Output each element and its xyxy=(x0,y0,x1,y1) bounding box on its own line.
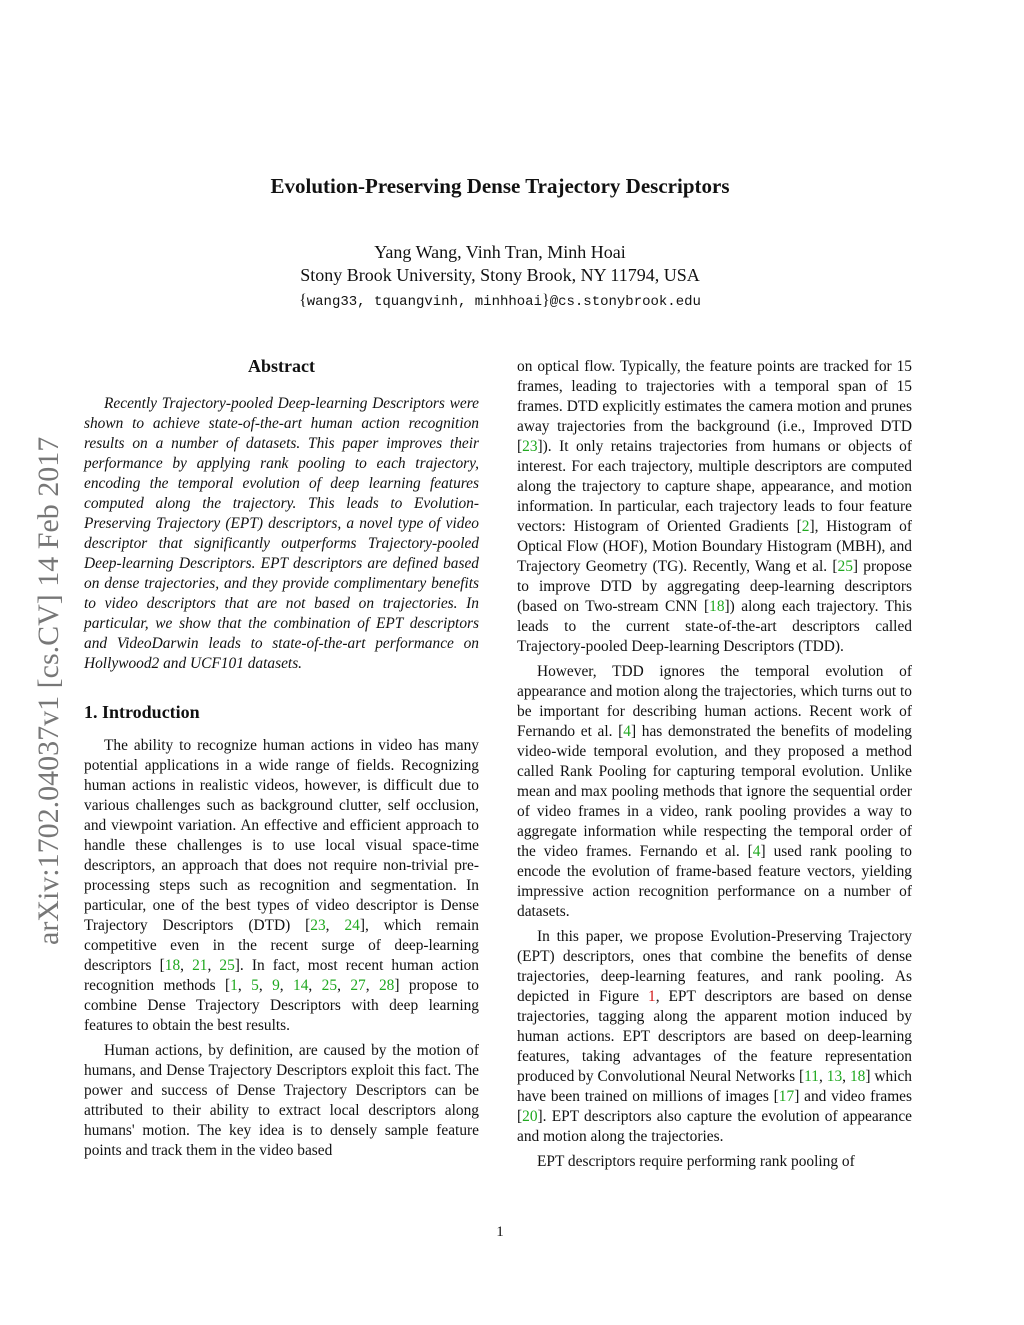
intro-paragraph-2: Human actions, by definition, are caused by the motion of humans, and Dense Trajectory Descriptors exploit this fact. The power and success of Dense Trajectory Descriptors can be attributed to their ability to extract local descriptors along humans' motion. The key idea is to densely sample feature points and track them in the video based xyxy=(84,1042,479,1159)
citation-link[interactable]: 23 xyxy=(310,917,326,934)
author-names: Yang Wang, Vinh Tran, Minh Hoai xyxy=(374,242,626,262)
page-number: 1 xyxy=(496,1224,504,1240)
email-usernames: wang33, tquangvinh, minhhoai xyxy=(306,294,542,310)
abstract-heading: Abstract xyxy=(248,356,315,376)
citation-link[interactable]: 1 xyxy=(230,977,238,994)
citation-link[interactable]: 9 xyxy=(272,977,280,994)
citation-link[interactable]: 17 xyxy=(778,1088,795,1105)
citation-link[interactable]: 2 xyxy=(801,518,810,535)
citation-link[interactable]: 18 xyxy=(709,598,725,615)
section-heading-introduction: 1. Introduction xyxy=(84,702,200,722)
intro-paragraph-1: The ability to recognize human actions in video has many potential applications in a wide range of fields. Recognizing human actions in realistic videos, however, is difficult due to various challenges such as background clutter, self occlusion, and viewpoint variation. An effective and efficient approach to handle these challenges is to use local visual space-time descriptors, an approach that does not require non-trivial pre-processing steps such as recognition and segmentation. In particular, one of the best types of video descriptor is Dense Trajectory Descriptors (DTD) [23, 24], which remain competitive even in the recent surge of deep-learning descriptors [18, 21, 25]. In fact, most recent human action recognition methods [1, 5, 9, 14, 25, 27, 28] propose to combine Dense Trajectory Descriptors with deep learning features to obtain the best results. xyxy=(84,737,480,1034)
citation-link[interactable]: 24 xyxy=(344,917,360,934)
intro-paragraph-6: EPT descriptors require performing rank pooling of xyxy=(537,1153,855,1170)
author-affiliation: Stony Brook University, Stony Brook, NY 11794, USA xyxy=(300,265,700,285)
citation-link[interactable]: 14 xyxy=(293,977,309,994)
citation-link[interactable]: 13 xyxy=(826,1068,843,1085)
citation-link[interactable]: 25 xyxy=(321,977,338,994)
right-column xyxy=(517,357,912,1172)
citation-link[interactable]: 18 xyxy=(164,957,181,974)
citation-link[interactable]: 5 xyxy=(251,977,259,994)
author-emails[interactable] xyxy=(0,292,1000,310)
citation-link[interactable]: 25 xyxy=(219,957,235,974)
left-column xyxy=(84,356,479,1161)
citation-link[interactable]: 21 xyxy=(192,957,208,974)
email-brace-close: } xyxy=(542,292,550,309)
citation-link[interactable]: 18 xyxy=(849,1068,866,1085)
email-brace-open: { xyxy=(299,292,307,309)
intro-paragraph-4: However, TDD ignores the temporal evolution of appearance and motion along the trajectories, which turns out to be important for describing human actions. Recent work of Fernando et al. [4] has demonstrated the benefits of modeling video-wide temporal evolution, and they proposed a method called Rank Pooling for capturing temporal evolution. Unlike mean and max pooling methods that ignore the sequential order of video frames in a video, rank pooling provides a way to aggregate information while respecting the temporal order of the video frames. Fernando et al. [4] used rank pooling to encode the evolution of frame-based feature vectors, yielding impressive action recognition performance on a number of datasets. xyxy=(517,663,912,920)
paper-title: Evolution-Preserving Dense Trajectory Descriptors xyxy=(270,174,730,198)
figure-reference-link[interactable]: 1 xyxy=(648,988,656,1005)
email-domain: @cs.stonybrook.edu xyxy=(549,294,701,310)
author-block xyxy=(0,241,1000,287)
citation-link[interactable]: 20 xyxy=(522,1108,538,1125)
citation-link[interactable]: 4 xyxy=(623,723,631,740)
citation-link[interactable]: 25 xyxy=(837,558,853,575)
abstract-text: Recently Trajectory-pooled Deep-learning Descriptors were shown to achieve state-of-the-art human action recognition results on a number of datasets. This paper improves their performance by applying rank pooling to each trajectory, encoding the temporal evolution of deep learning features computed along the trajectory. This leads to Evolution-Preserving Trajectory (EPT) descriptors, a novel type of video descriptor that significantly outperforms Trajectory-pooled Deep-learning Descriptors. EPT descriptors are defined based on dense trajectories, and they provide complimentary benefits to video descriptors that are not based on trajectories. In particular, we show that the combination of EPT descriptors and VideoDarwin leads to state-of-the-art performance on Hollywood2 and UCF101 datasets. xyxy=(84,395,479,672)
citation-link[interactable]: 4 xyxy=(752,843,761,860)
citation-link[interactable]: 23 xyxy=(522,438,538,455)
arxiv-identifier: arXiv:1702.04037v1 [cs.CV] 14 Feb 2017 xyxy=(32,436,65,945)
intro-paragraph-3: on optical flow. Typically, the feature points are tracked for 15 frames, leading to trajectories with a temporal span of 15 frames. DTD explicitly estimates the camera motion and prunes away trajectories from the background (i.e., Improved DTD [23]). It only retains trajectories from humans or objects of interest. For each trajectory, multiple descriptors are computed along the trajectory to capture shape, appearance, and motion information. In particular, each trajectory leads to four feature vectors: Histogram of Oriented Gradients [2], Histogram of Optical Flow (HOF), Motion Boundary Histogram (MBH), and Trajectory Geometry (TG). Recently, Wang et al. [25] propose to improve DTD by aggregating deep-learning descriptors (based on Two-stream CNN [18]) along each trajectory. This leads to the current state-of-the-art descriptors called Trajectory-pooled Deep-learning Descriptors (TDD). xyxy=(517,358,913,655)
intro-paragraph-5: In this paper, we propose Evolution-Preserving Trajectory (EPT) descriptors, ones that combine the benefits of dense trajectories, deep-learning features, and rank pooling. As depicted in Figure 1, EPT descriptors are based on dense trajectories, tagging along the apparent motion induced by human actions. EPT descriptors are based on deep-learning features, taking advantages of the feature representation produced by Convolutional Neural Networks [11, 13, 18] which have been trained on millions of images [17] and video frames [20]. EPT descriptors also capture the evolution of appearance and motion along the trajectories. xyxy=(517,928,913,1145)
citation-link[interactable]: 11 xyxy=(804,1068,819,1085)
citation-link[interactable]: 27 xyxy=(350,977,366,994)
citation-link[interactable]: 28 xyxy=(378,977,395,994)
